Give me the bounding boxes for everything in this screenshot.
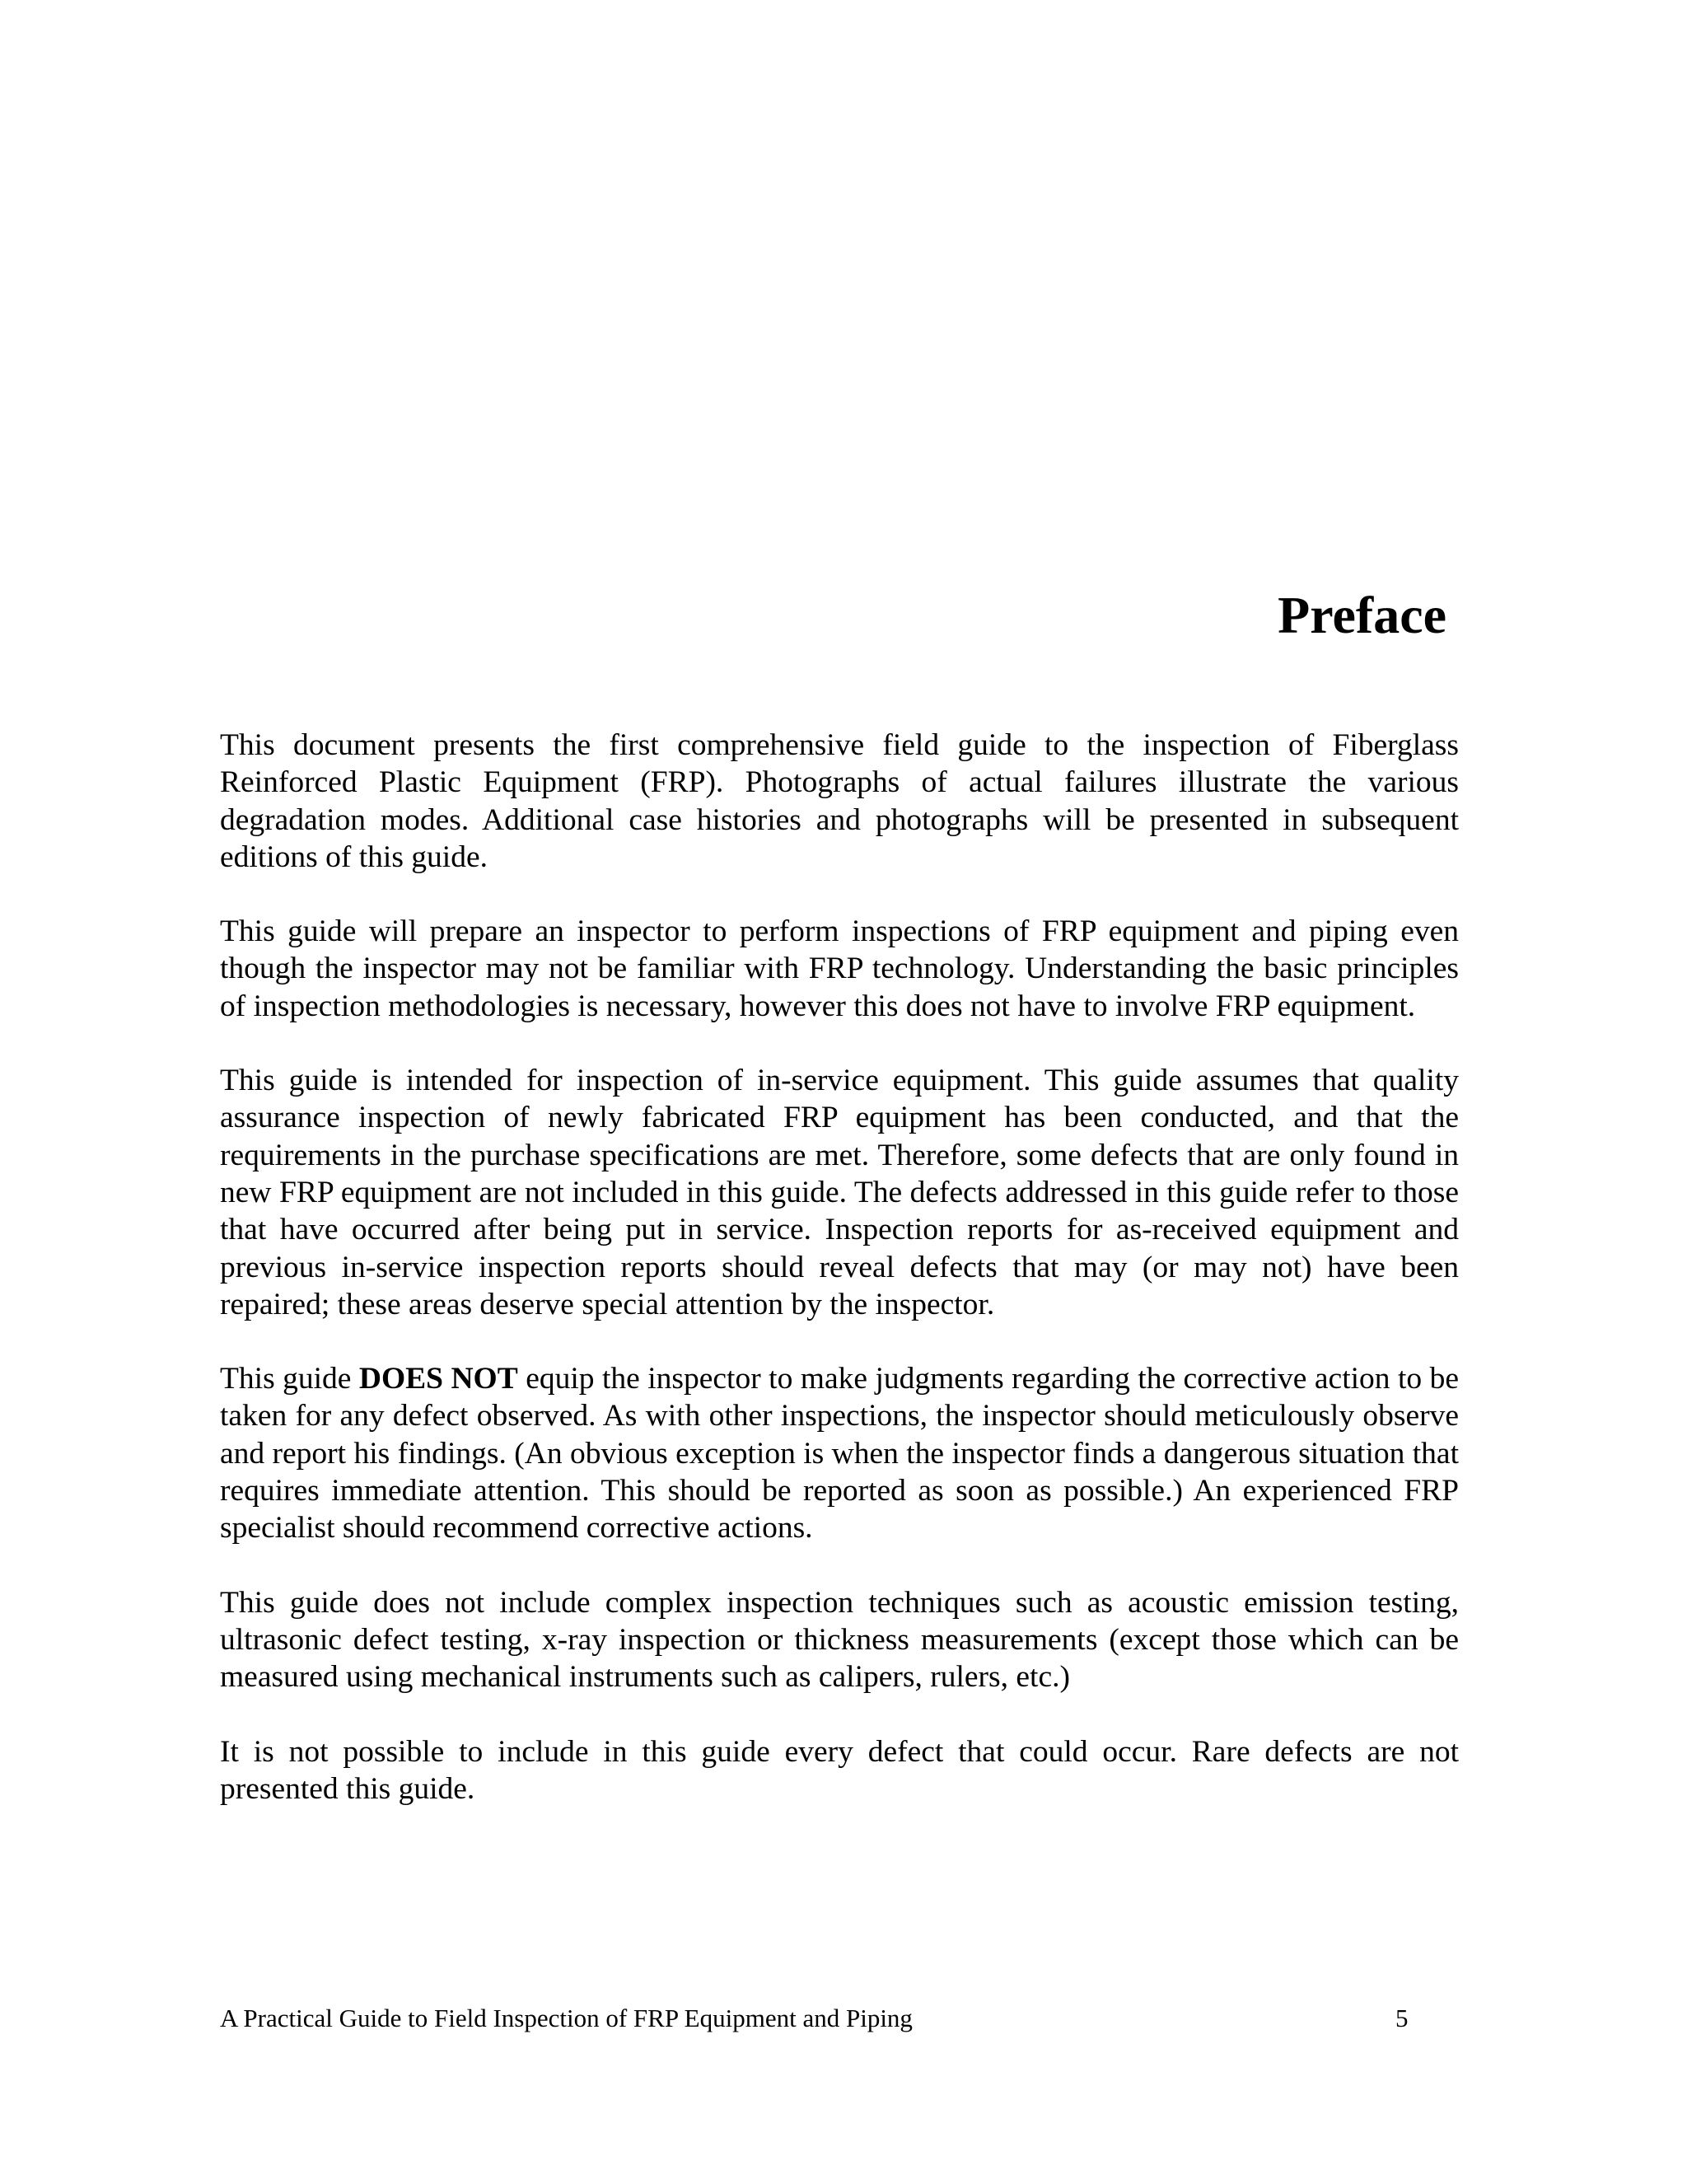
page-number: 5	[1395, 2004, 1409, 2032]
footer-document-title: A Practical Guide to Field Inspection of FRP Equipment and Piping	[220, 2004, 913, 2032]
paragraph-excluded-techniques: This guide does not include complex inspection techniques such as acoustic emission testing, ultrasonic defect testing, x-ray inspection or thickness measurements (except those which can be measured using mechanical instruments such as calipers, rulers, etc.)	[220, 1585, 1459, 1695]
paragraph-rest-text: equip the inspector to make judgments regarding the corrective action to be taken for any defect observed. As with other inspections, the inspector should meticulously observe and report his findings. (An obvious exception is when the inspector finds a dangerous situation that requires immediate attention. This should be reported as soon as possible.) An experienced FRP specialist should recommend corrective actions.	[220, 1362, 1460, 1546]
body-text	[220, 727, 1459, 1845]
paragraph-corrective-action	[220, 1360, 1459, 1546]
paragraph-lead-text: This guide	[220, 1362, 359, 1396]
paragraph-rare-defects: It is not possible to include in this guide every defect that could occur. Rare defects are not presented this guide.	[220, 1734, 1459, 1806]
paragraph-in-service-scope: This guide is intended for inspection of in-service equipment. This guide assumes that quality assurance inspection of newly fabricated FRP equipment has been conducted, and that the requirements in the purchase specifications are met. Therefore, some defects that are only found in new FRP equipment are not included in this guide. The defects addressed in this guide refer to those that have occurred after being put in service. Inspection reports for as-received equipment and previous in-service inspection reports should reveal defects that may (or may not) have been repaired; these areas deserve special attention by the inspector.	[220, 1064, 1459, 1321]
paragraph-inspector-preparation: This guide will prepare an inspector to perform inspections of FRP equipment and piping even though the inspector may not be familiar with FRP technology. Understanding the basic principles of inspection methodologies is necessary, however this does not have to involve FRP equipment.	[220, 914, 1459, 1023]
page-title: Preface	[1278, 586, 1446, 644]
paragraph-intro: This document presents the first comprehensive field guide to the inspection of Fiberglass Reinforced Plastic Equipment (FRP). Photographs of actual failures illustrate the various degradation modes. Additional case histories and photographs will be presented in subsequent editions of this guide.	[220, 728, 1459, 874]
emphasis-does-not: DOES NOT	[358, 1362, 518, 1396]
